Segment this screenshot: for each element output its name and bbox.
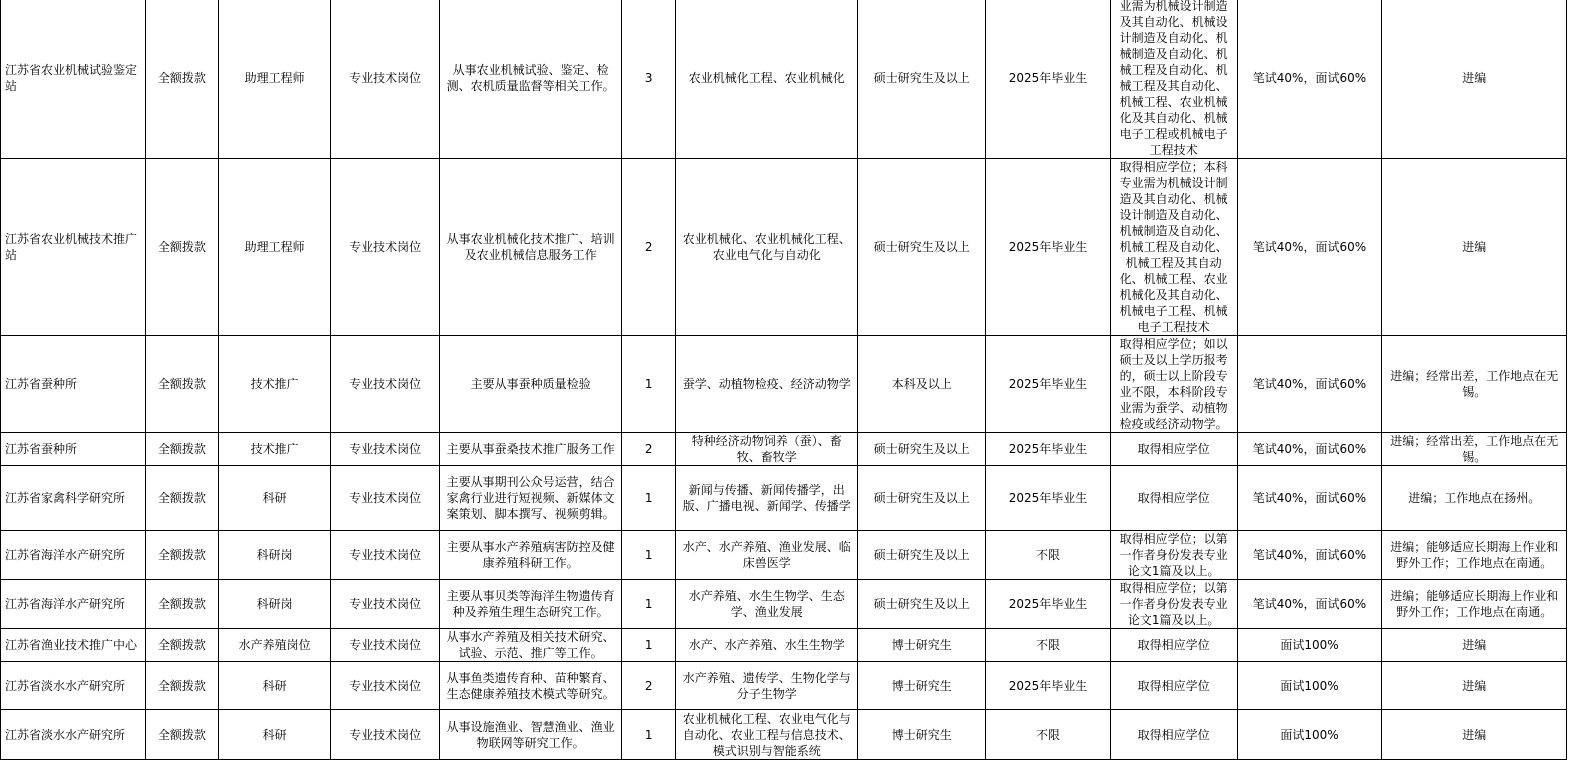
education-cell: 硕士研究生及以上 xyxy=(858,466,986,531)
remark-cell: 进编 xyxy=(1382,710,1567,760)
requirement-cell: 取得相应学位；以第一作者身份发表专业论文1篇及以上。 xyxy=(1110,580,1237,629)
exam-cell: 笔试40%，面试60% xyxy=(1237,0,1382,159)
education-cell: 硕士研究生及以上 xyxy=(858,159,986,336)
count-cell: 1 xyxy=(622,580,676,629)
graduate-cell: 2025年毕业生 xyxy=(986,433,1111,466)
count-cell: 1 xyxy=(622,531,676,580)
funding-cell: 全额拨款 xyxy=(145,580,218,629)
major-cell: 水产养殖、水生生物学、生态学、渔业发展 xyxy=(676,580,858,629)
exam-cell: 面试100% xyxy=(1237,710,1382,760)
remark-cell: 进编；能够适应长期海上作业和野外工作；工作地点在南通。 xyxy=(1382,580,1567,629)
position-cell: 水产养殖岗位 xyxy=(218,629,331,662)
exam-cell: 笔试40%，面试60% xyxy=(1237,466,1382,531)
unit-cell: 江苏省海洋水产研究所 xyxy=(1,580,146,629)
duties-cell: 从事农业机械试验、鉴定、检测、农机质量监督等相关工作。 xyxy=(439,0,621,159)
education-cell: 博士研究生 xyxy=(858,710,986,760)
count-cell: 2 xyxy=(622,433,676,466)
table-row xyxy=(1,580,1567,629)
unit-cell: 江苏省淡水水产研究所 xyxy=(1,662,146,710)
position-cell: 科研 xyxy=(218,466,331,531)
funding-cell: 全额拨款 xyxy=(145,336,218,433)
exam-cell: 笔试40%，面试60% xyxy=(1237,433,1382,466)
requirement-cell: 取得相应学位 xyxy=(1110,466,1237,531)
category-cell: 专业技术岗位 xyxy=(331,466,439,531)
duties-cell: 从事鱼类遗传育种、苗种繁育、生态健康养殖技术模式等研究。 xyxy=(439,662,621,710)
category-cell: 专业技术岗位 xyxy=(331,336,439,433)
unit-cell: 江苏省海洋水产研究所 xyxy=(1,531,146,580)
unit-cell: 江苏省蚕种所 xyxy=(1,433,146,466)
funding-cell: 全额拨款 xyxy=(145,710,218,760)
exam-cell: 笔试40%，面试60% xyxy=(1237,159,1382,336)
table-row xyxy=(1,710,1567,760)
requirement-cell: 取得相应学位 xyxy=(1110,662,1237,710)
duties-cell: 主要从事水产养殖病害防控及健康养殖科研工作。 xyxy=(439,531,621,580)
requirement-cell: 取得相应学位 xyxy=(1110,710,1237,760)
major-cell: 水产、水产养殖、水生生物学 xyxy=(676,629,858,662)
major-cell: 水产、水产养殖、渔业发展、临床兽医学 xyxy=(676,531,858,580)
category-cell: 专业技术岗位 xyxy=(331,662,439,710)
table-row xyxy=(1,159,1567,336)
graduate-cell: 2025年毕业生 xyxy=(986,336,1111,433)
category-cell: 专业技术岗位 xyxy=(331,629,439,662)
requirement-cell: 取得相应学位；以第一作者身份发表专业论文1篇及以上。 xyxy=(1110,531,1237,580)
duties-cell: 从事设施渔业、智慧渔业、渔业物联网等研究工作。 xyxy=(439,710,621,760)
remark-cell: 进编；能够适应长期海上作业和野外工作；工作地点在南通。 xyxy=(1382,531,1567,580)
education-cell: 硕士研究生及以上 xyxy=(858,0,986,159)
major-cell: 蚕学、动植物检疫、经济动物学 xyxy=(676,336,858,433)
table-row xyxy=(1,662,1567,710)
graduate-cell: 2025年毕业生 xyxy=(986,159,1111,336)
exam-cell: 笔试40%，面试60% xyxy=(1237,336,1382,433)
education-cell: 硕士研究生及以上 xyxy=(858,531,986,580)
requirement-cell: 取得相应学位 xyxy=(1110,433,1237,466)
unit-cell: 江苏省农业机械试验鉴定站 xyxy=(1,0,146,159)
table-body xyxy=(1,0,1567,760)
requirement-cell: 取得相应学位；如以硕士及以上学历报考的，硕士以上阶段专业不限，本科阶段专业需为蚕学、动植物检疫或经济动物学。 xyxy=(1110,336,1237,433)
table-row xyxy=(1,0,1567,159)
remark-cell: 进编；工作地点在扬州。 xyxy=(1382,466,1567,531)
position-cell: 技术推广 xyxy=(218,336,331,433)
count-cell: 1 xyxy=(622,710,676,760)
unit-cell: 江苏省家禽科学研究所 xyxy=(1,466,146,531)
major-cell: 新闻与传播、新闻传播学，出版、广播电视、新闻学、传播学 xyxy=(676,466,858,531)
major-cell: 特种经济动物饲养（蚕）、畜牧、畜牧学 xyxy=(676,433,858,466)
position-cell: 科研岗 xyxy=(218,531,331,580)
education-cell: 本科及以上 xyxy=(858,336,986,433)
category-cell: 专业技术岗位 xyxy=(331,710,439,760)
position-cell: 科研岗 xyxy=(218,580,331,629)
category-cell: 专业技术岗位 xyxy=(331,580,439,629)
graduate-cell: 2025年毕业生 xyxy=(986,662,1111,710)
category-cell: 专业技术岗位 xyxy=(331,0,439,159)
education-cell: 硕士研究生及以上 xyxy=(858,433,986,466)
remark-cell: 进编 xyxy=(1382,662,1567,710)
funding-cell: 全额拨款 xyxy=(145,466,218,531)
category-cell: 专业技术岗位 xyxy=(331,159,439,336)
duties-cell: 从事农业机械化技术推广、培训及农业机械信息服务工作 xyxy=(439,159,621,336)
count-cell: 2 xyxy=(622,159,676,336)
position-cell: 科研 xyxy=(218,662,331,710)
table-row xyxy=(1,336,1567,433)
exam-cell: 笔试40%，面试60% xyxy=(1237,531,1382,580)
unit-cell: 江苏省蚕种所 xyxy=(1,336,146,433)
remark-cell: 进编 xyxy=(1382,0,1567,159)
education-cell: 博士研究生 xyxy=(858,629,986,662)
count-cell: 1 xyxy=(622,629,676,662)
funding-cell: 全额拨款 xyxy=(145,662,218,710)
position-cell: 技术推广 xyxy=(218,433,331,466)
duties-cell: 主要从事蚕种质量检验 xyxy=(439,336,621,433)
count-cell: 1 xyxy=(622,336,676,433)
table-row xyxy=(1,433,1567,466)
duties-cell: 主要从事蚕桑技术推广服务工作 xyxy=(439,433,621,466)
funding-cell: 全额拨款 xyxy=(145,531,218,580)
graduate-cell: 不限 xyxy=(986,531,1111,580)
duties-cell: 主要从事期刊公众号运营，结合家禽行业进行短视频、新媒体文案策划、脚本撰写、视频剪辑。 xyxy=(439,466,621,531)
education-cell: 硕士研究生及以上 xyxy=(858,580,986,629)
remark-cell: 进编 xyxy=(1382,159,1567,336)
position-cell: 助理工程师 xyxy=(218,0,331,159)
remark-cell: 进编；经常出差，工作地点在无锡。 xyxy=(1382,336,1567,433)
exam-cell: 面试100% xyxy=(1237,662,1382,710)
unit-cell: 江苏省渔业技术推广中心 xyxy=(1,629,146,662)
graduate-cell: 2025年毕业生 xyxy=(986,580,1111,629)
table-row xyxy=(1,629,1567,662)
major-cell: 水产养殖、遗传学、生物化学与分子生物学 xyxy=(676,662,858,710)
table-row xyxy=(1,466,1567,531)
position-cell: 助理工程师 xyxy=(218,159,331,336)
requirement-cell: 业需为机械设计制造及其自动化、机械设计制造及自动化、机械制造及自动化、机械工程及自动化、机械工程及其自动化、机械工程、农业机械化及其自动化、机械电子工程或机械电子工程技术 xyxy=(1110,0,1237,159)
education-cell: 博士研究生 xyxy=(858,662,986,710)
exam-cell: 笔试40%，面试60% xyxy=(1237,580,1382,629)
requirement-cell: 取得相应学位 xyxy=(1110,629,1237,662)
funding-cell: 全额拨款 xyxy=(145,629,218,662)
category-cell: 专业技术岗位 xyxy=(331,531,439,580)
unit-cell: 江苏省淡水水产研究所 xyxy=(1,710,146,760)
funding-cell: 全额拨款 xyxy=(145,0,218,159)
remark-cell: 进编；经常出差，工作地点在无锡。 xyxy=(1382,433,1567,466)
unit-cell: 江苏省农业机械技术推广站 xyxy=(1,159,146,336)
major-cell: 农业机械化、农业机械化工程、农业电气化与自动化 xyxy=(676,159,858,336)
graduate-cell: 2025年毕业生 xyxy=(986,466,1111,531)
requirement-cell: 取得相应学位；本科专业需为机械设计制造及其自动化、机械设计制造及自动化、机械制造及自动化、机械工程及自动化、机械工程及其自动化、机械工程、农业机械化及其自动化、机械电子工程、机械电子工程技术 xyxy=(1110,159,1237,336)
major-cell: 农业机械化工程、农业机械化 xyxy=(676,0,858,159)
graduate-cell: 2025年毕业生 xyxy=(986,0,1111,159)
count-cell: 1 xyxy=(622,466,676,531)
position-cell: 科研 xyxy=(218,710,331,760)
major-cell: 农业机械化工程、农业电气化与自动化、农业工程与信息技术、模式识别与智能系统 xyxy=(676,710,858,760)
remark-cell: 进编 xyxy=(1382,629,1567,662)
count-cell: 3 xyxy=(622,0,676,159)
duties-cell: 从事水产养殖及相关技术研究、试验、示范、推广等工作。 xyxy=(439,629,621,662)
funding-cell: 全额拨款 xyxy=(145,159,218,336)
graduate-cell: 不限 xyxy=(986,710,1111,760)
duties-cell: 主要从事贝类等海洋生物遗传育种及养殖生理生态研究工作。 xyxy=(439,580,621,629)
category-cell: 专业技术岗位 xyxy=(331,433,439,466)
funding-cell: 全额拨款 xyxy=(145,433,218,466)
count-cell: 2 xyxy=(622,662,676,710)
exam-cell: 面试100% xyxy=(1237,629,1382,662)
table-row xyxy=(1,531,1567,580)
graduate-cell: 不限 xyxy=(986,629,1111,662)
